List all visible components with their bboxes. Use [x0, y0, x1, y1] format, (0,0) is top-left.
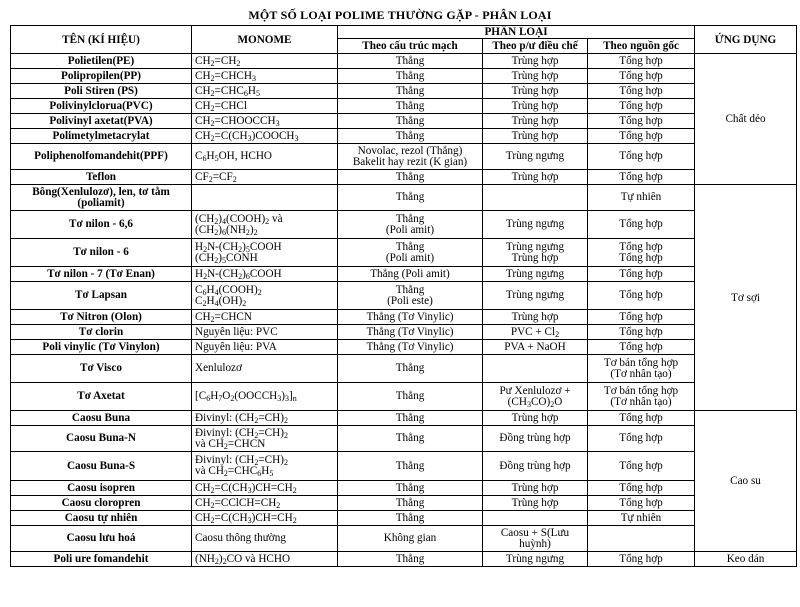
monome-cell: Đivinyl: $(CH_2=CH)_2$ và $CH_2=CHCN$ [192, 426, 338, 452]
monome-cell: Nguyên liệu: PVA [192, 340, 338, 355]
monome-cell: $CH_2=C(CH_3)COOCH_3$ [192, 129, 338, 144]
reaction-cell: Trùng hợp [483, 54, 588, 69]
table-row [11, 526, 797, 552]
monome-cell: $C_6H_4(COOH)_2$ $C_2H_4(OH)_2$ [192, 282, 338, 310]
monome-cell: $CH_2=CHCl$ [192, 99, 338, 114]
reaction-cell: Trùng hợp [483, 99, 588, 114]
monome-cell: Caosu thông thường [192, 526, 338, 552]
origin-cell: Tổng hợp [588, 144, 695, 170]
reaction-cell [483, 185, 588, 211]
structure-cell: Thẳng [338, 129, 483, 144]
header-reaction: Theo p/ư điều chế [483, 39, 588, 54]
reaction-cell: Trùng ngưng [483, 552, 588, 567]
monome-cell: $[C_6H_7O_2(OOCCH_3)_3]_n$ [192, 383, 338, 411]
origin-cell: Tổng hợp [588, 69, 695, 84]
polymer-name: Polivinyl axetat(PVA) [11, 114, 192, 129]
table-row [11, 211, 797, 239]
structure-cell: Thẳng [338, 84, 483, 99]
polymer-name: Tơ Visco [11, 355, 192, 383]
monome-cell: $CH_2=CHC_6H_5$ [192, 84, 338, 99]
table-row [11, 185, 797, 211]
table-row [11, 511, 797, 526]
polymer-name: Poli ure fomandehit [11, 552, 192, 567]
origin-cell: Tự nhiên [588, 511, 695, 526]
structure-cell: Thẳng (Tơ Vinylic) [338, 340, 483, 355]
table-row [11, 267, 797, 282]
table-row [11, 54, 797, 69]
table-row [11, 69, 797, 84]
origin-cell: Tổng hợp [588, 325, 695, 340]
structure-cell: Thẳng [338, 452, 483, 481]
origin-cell: Tổng hợp [588, 99, 695, 114]
reaction-cell: Caosu + S(Lưu huỳnh) [483, 526, 588, 552]
application-cell: Tơ sợi [695, 185, 797, 411]
structure-cell: Thẳng [338, 170, 483, 185]
polymer-table [10, 25, 797, 567]
structure-cell: Thẳng [338, 383, 483, 411]
polymer-name: Tơ Nitron (Olon) [11, 310, 192, 325]
reaction-cell [483, 355, 588, 383]
polymer-name: Tơ Lapsan [11, 282, 192, 310]
table-row [11, 383, 797, 411]
reaction-cell: Trùng ngưng [483, 267, 588, 282]
monome-cell: $CH_2=CHOOCCH_3$ [192, 114, 338, 129]
polymer-name: Polimetylmetacrylat [11, 129, 192, 144]
table-row [11, 239, 797, 267]
origin-cell: Tổng hợp [588, 340, 695, 355]
monome-cell: $(NH_2)_2CO$ và HCHO [192, 552, 338, 567]
reaction-cell: Trùng ngưng [483, 211, 588, 239]
structure-cell: Novolac, rezol (Thẳng) Bakelit hay rezit (K gian) [338, 144, 483, 170]
table-row [11, 411, 797, 426]
polymer-name: Polipropilen(PP) [11, 69, 192, 84]
structure-cell: Thẳng [338, 185, 483, 211]
structure-cell: Thẳng [338, 114, 483, 129]
reaction-cell: Đồng trùng hợp [483, 452, 588, 481]
origin-cell: Tổng hợp [588, 452, 695, 481]
reaction-cell: Trùng ngưng Trùng hợp [483, 239, 588, 267]
page-title: MỘT SỐ LOẠI POLIME THƯỜNG GẶP - PHÂN LOẠI [248, 8, 552, 22]
structure-cell: Thẳng [338, 355, 483, 383]
monome-cell: Nguyên liệu: PVC [192, 325, 338, 340]
reaction-cell: Trùng hợp [483, 496, 588, 511]
header-monome: MONOME [192, 26, 338, 54]
table-row [11, 426, 797, 452]
structure-cell: Thẳng [338, 54, 483, 69]
reaction-cell: Trùng hợp [483, 481, 588, 496]
table-row [11, 355, 797, 383]
table-row [11, 129, 797, 144]
table-row [11, 170, 797, 185]
polymer-name: Caosu Buna-S [11, 452, 192, 481]
reaction-cell [483, 511, 588, 526]
origin-cell: Tổng hợp [588, 411, 695, 426]
header-classification: PHÂN LOẠI [338, 26, 695, 39]
table-row [11, 325, 797, 340]
structure-cell: Thẳng [338, 481, 483, 496]
origin-cell: Tổng hợp [588, 310, 695, 325]
polymer-name: Tơ nilon - 6 [11, 239, 192, 267]
origin-cell: Tơ bán tổng hợp (Tơ nhân tạo) [588, 383, 695, 411]
monome-cell: $CH_2=CHCN$ [192, 310, 338, 325]
table-row [11, 310, 797, 325]
monome-cell: $C_6H_5OH$, HCHO [192, 144, 338, 170]
monome-cell: $CH_2=CHCH_3$ [192, 69, 338, 84]
reaction-cell: Trùng hợp [483, 129, 588, 144]
structure-cell: Thẳng (Poli amit) [338, 267, 483, 282]
structure-cell: Thẳng [338, 411, 483, 426]
table-row [11, 452, 797, 481]
monome-cell: $CH_2=CClCH=CH_2$ [192, 496, 338, 511]
monome-cell: Xenlulozơ [192, 355, 338, 383]
polymer-name: Teflon [11, 170, 192, 185]
table-row [11, 481, 797, 496]
monome-cell: $CH_2=C(CH_3)CH=CH_2$ [192, 511, 338, 526]
reaction-cell: PVA + NaOH [483, 340, 588, 355]
polymer-name: Poli Stiren (PS) [11, 84, 192, 99]
polymer-name: Caosu tự nhiên [11, 511, 192, 526]
structure-cell: Thẳng [338, 552, 483, 567]
structure-cell: Thẳng [338, 69, 483, 84]
header-name: TÊN (KÍ HIỆU) [11, 26, 192, 54]
monome-cell: $(CH_2)_4(COOH)_2$ và $(CH_2)_6(NH_2)_2$ [192, 211, 338, 239]
polymer-name: Caosu Buna [11, 411, 192, 426]
reaction-cell: Trùng hợp [483, 69, 588, 84]
structure-cell: Thẳng (Poli este) [338, 282, 483, 310]
monome-cell [192, 185, 338, 211]
origin-cell: Tổng hợp [588, 496, 695, 511]
origin-cell: Tự nhiên [588, 185, 695, 211]
structure-cell: Thẳng [338, 426, 483, 452]
monome-cell: $CF_2=CF_2$ [192, 170, 338, 185]
polymer-name: Poliphenolfomandehit(PPF) [11, 144, 192, 170]
origin-cell: Tổng hợp [588, 129, 695, 144]
structure-cell: Thẳng (Tơ Vinylic) [338, 310, 483, 325]
table-row [11, 552, 797, 567]
reaction-cell: Trùng hợp [483, 310, 588, 325]
origin-cell: Tổng hợp [588, 267, 695, 282]
monome-cell: $CH_2=C(CH_3)CH=CH_2$ [192, 481, 338, 496]
monome-cell: Đivinyl: $(CH_2=CH)_2$ và $CH_2=CHC_6H_5$ [192, 452, 338, 481]
polymer-name: Tơ nilon - 7 (Tơ Enan) [11, 267, 192, 282]
reaction-cell: Trùng hợp [483, 84, 588, 99]
origin-cell: Tổng hợp Tổng hợp [588, 239, 695, 267]
origin-cell: Tổng hợp [588, 426, 695, 452]
structure-cell: Thẳng (Poli amit) [338, 239, 483, 267]
polymer-name: Caosu Buna-N [11, 426, 192, 452]
polymer-name: Tơ nilon - 6,6 [11, 211, 192, 239]
origin-cell: Tổng hợp [588, 282, 695, 310]
header-origin: Theo nguồn gốc [588, 39, 695, 54]
reaction-cell: Pư Xenlulozơ + $(CH_3CO)_2O$ [483, 383, 588, 411]
structure-cell: Thẳng [338, 496, 483, 511]
polymer-name: Tơ clorin [11, 325, 192, 340]
table-row [11, 340, 797, 355]
reaction-cell: Trùng ngưng [483, 144, 588, 170]
origin-cell: Tổng hợp [588, 552, 695, 567]
origin-cell: Tổng hợp [588, 114, 695, 129]
origin-cell [588, 526, 695, 552]
table-row [11, 114, 797, 129]
monome-cell: $CH_2=CH_2$ [192, 54, 338, 69]
reaction-cell: Trùng hợp [483, 411, 588, 426]
table-row [11, 282, 797, 310]
origin-cell: Tổng hợp [588, 211, 695, 239]
monome-cell: $H_2N-(CH_2)_6COOH$ [192, 267, 338, 282]
structure-cell: Thẳng (Poli amit) [338, 211, 483, 239]
origin-cell: Tổng hợp [588, 54, 695, 69]
monome-cell: $H_2N-(CH_2)_5COOH$ $(CH_2)_5CONH$ [192, 239, 338, 267]
structure-cell: Thẳng (Tơ Vinylic) [338, 325, 483, 340]
polymer-name: Bông(Xenlulozơ), len, tơ tằm (poliamit) [11, 185, 192, 211]
application-cell: Chất dẻo [695, 54, 797, 185]
reaction-cell: Đồng trùng hợp [483, 426, 588, 452]
table-row [11, 84, 797, 99]
application-cell: Keo dán [695, 552, 797, 567]
header-application: ỨNG DỤNG [695, 26, 797, 54]
structure-cell: Thẳng [338, 511, 483, 526]
structure-cell: Không gian [338, 526, 483, 552]
origin-cell: Tổng hợp [588, 481, 695, 496]
polymer-name: Polietilen(PE) [11, 54, 192, 69]
table-row [11, 144, 797, 170]
application-cell: Cao su [695, 411, 797, 552]
reaction-cell: Trùng hợp [483, 114, 588, 129]
polymer-name: Polivinylclorua(PVC) [11, 99, 192, 114]
polymer-name: Tơ Axetat [11, 383, 192, 411]
table-body [11, 54, 797, 567]
polymer-name: Caosu isopren [11, 481, 192, 496]
origin-cell: Tơ bán tổng hợp (Tơ nhân tạo) [588, 355, 695, 383]
origin-cell: Tổng hợp [588, 84, 695, 99]
header-structure: Theo cấu trúc mạch [338, 39, 483, 54]
reaction-cell: Trùng hợp [483, 170, 588, 185]
polymer-name: Poli vinylic (Tơ Vinylon) [11, 340, 192, 355]
origin-cell: Tổng hợp [588, 170, 695, 185]
polymer-name: Caosu lưu hoá [11, 526, 192, 552]
monome-cell: Đivinyl: $(CH_2=CH)_2$ [192, 411, 338, 426]
polymer-name: Caosu cloropren [11, 496, 192, 511]
reaction-cell: Trùng ngưng [483, 282, 588, 310]
reaction-cell: PVC + $Cl_2$ [483, 325, 588, 340]
table-row [11, 99, 797, 114]
structure-cell: Thẳng [338, 99, 483, 114]
table-row [11, 496, 797, 511]
